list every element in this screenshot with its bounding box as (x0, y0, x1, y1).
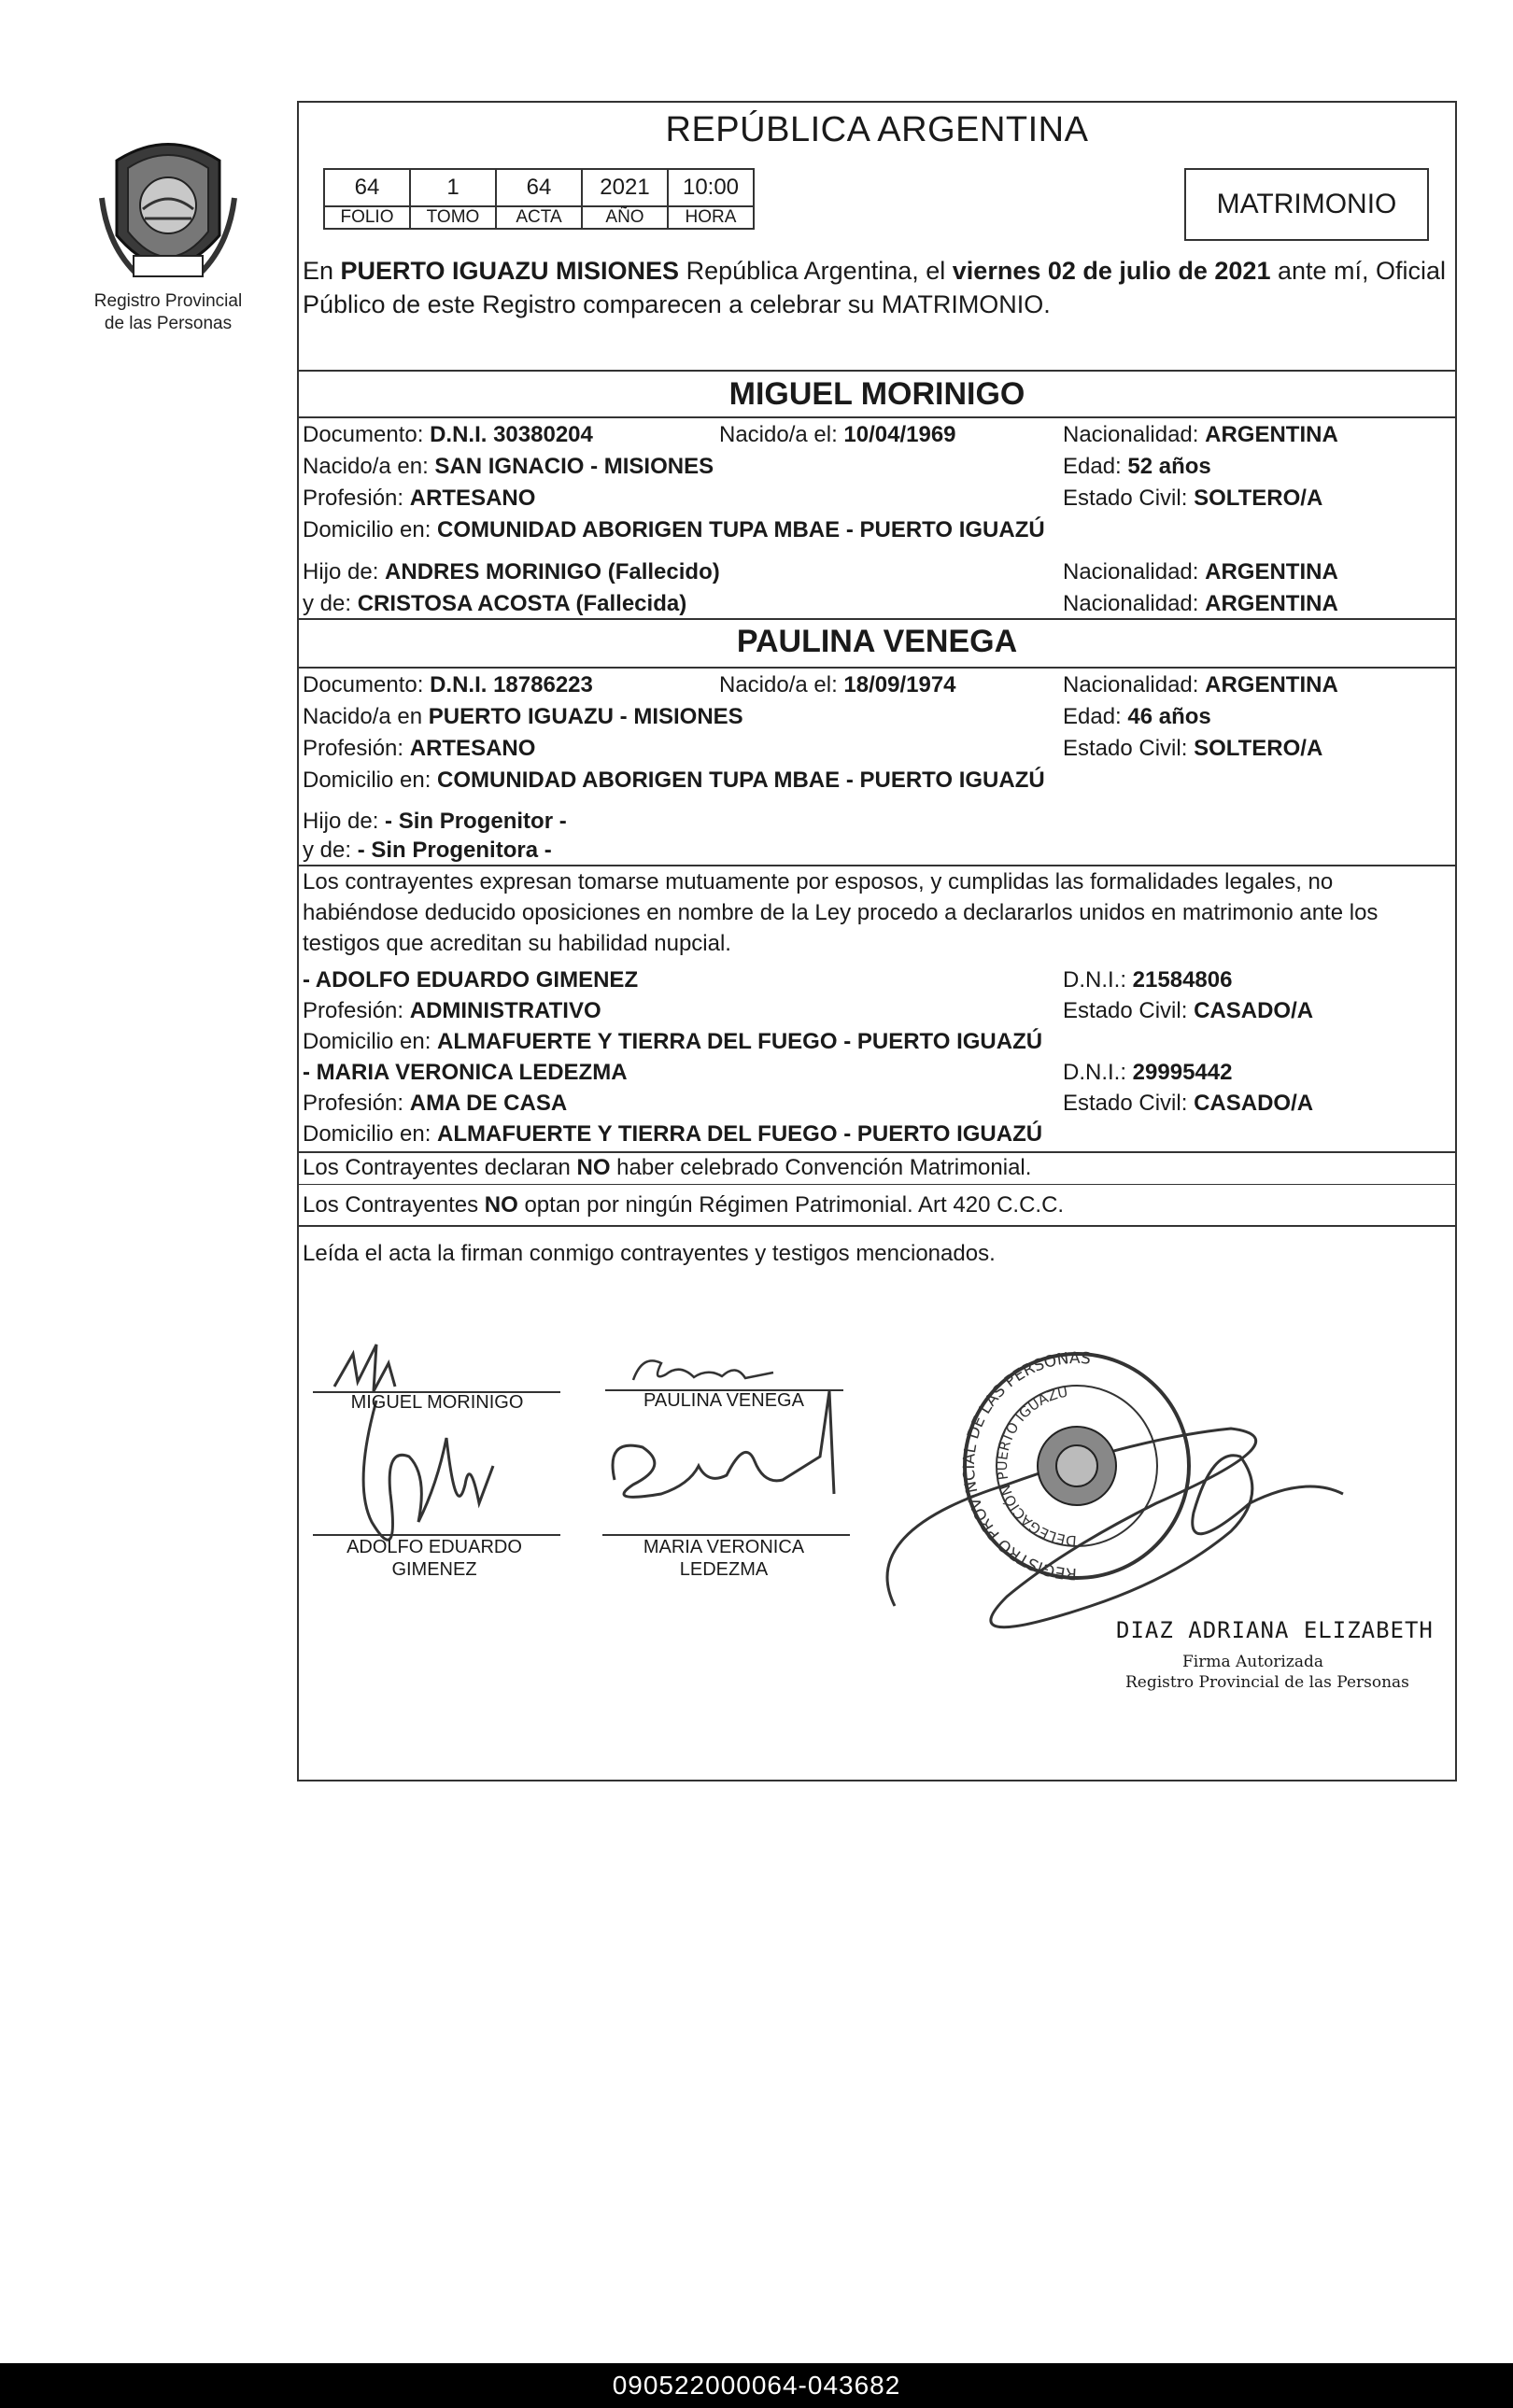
spouse1-birthplace: Nacido/a en: SAN IGNACIO - MISIONES (303, 454, 714, 479)
witness1-domicile: Domicilio en: ALMAFUERTE Y TIERRA DEL FUEGO - PUERTO IGUAZÚ (303, 1029, 1043, 1054)
folio-label: FOLIO (324, 206, 410, 229)
officer-office: Registro Provincial de las Personas (1125, 1673, 1409, 1692)
witness2-name: - MARIA VERONICA LEDEZMA (303, 1060, 628, 1085)
witness2-profession: Profesión: AMA DE CASA (303, 1091, 568, 1116)
spouse1-mother-nationality: Nacionalidad: ARGENTINA (1063, 591, 1338, 616)
signature-mark (363, 1401, 493, 1540)
spouse1-profession: Profesión: ARTESANO (303, 486, 536, 511)
spouse2-father: Hijo de: - Sin Progenitor - (303, 809, 567, 834)
witness2-domicile: Domicilio en: ALMAFUERTE Y TIERRA DEL FUEGO - PUERTO IGUAZÚ (303, 1121, 1043, 1147)
divider (297, 1184, 1457, 1185)
declaration-paragraph: Los contrayentes expresan tomarse mutuamente por esposos, y cumplidas las formalidades legales, no habiéndose deducido oposiciones en nombre de la Ley procedo a declararlos unidos en matrimonio ante los testigos que acreditan su habilidad nupcial. (303, 869, 1379, 956)
witness1-name: - ADOLFO EDUARDO GIMENEZ (303, 967, 639, 993)
spouse1-document: Documento: D.N.I. 30380204 (303, 422, 593, 447)
misiones-seal-icon (98, 133, 238, 289)
convention-statement: Los Contrayentes declaran NO haber celebrado Convención Matrimonial. (303, 1155, 1032, 1180)
stamp-inner-text: DELEGACIÓN PUERTO IGUAZU (994, 1383, 1078, 1550)
intro-paragraph: En PUERTO IGUAZU MISIONES República Argentina, el viernes 02 de julio de 2021 ante mí, Oficial Público de este Registro comparecen a celebrar su MATRIMONIO. (303, 257, 1447, 318)
spouse1-age: Edad: 52 años (1063, 454, 1211, 479)
divider (297, 416, 1457, 418)
signature-mark (633, 1360, 773, 1380)
spouse2-birthdate: Nacido/a el: 18/09/1974 (719, 672, 956, 697)
spouse1-father-nationality: Nacionalidad: ARGENTINA (1063, 559, 1338, 584)
divider (297, 1225, 1457, 1227)
spouse2-age: Edad: 46 años (1063, 704, 1211, 729)
spouse2-mother: y de: - Sin Progenitora - (303, 838, 552, 863)
witness2-civil-status: Estado Civil: CASADO/A (1063, 1091, 1314, 1116)
tomo-label: TOMO (410, 206, 496, 229)
witness2-dni: D.N.I.: 29995442 (1063, 1060, 1233, 1085)
spouse2-civil-status: Estado Civil: SOLTERO/A (1063, 736, 1323, 761)
footer-code: 090522000064-043682 (0, 2363, 1513, 2408)
divider (297, 370, 1457, 372)
logo-caption-line2: de las Personas (104, 314, 233, 333)
divider (297, 618, 1457, 620)
signature-label-miguel: MIGUEL MORINIGO (350, 1392, 524, 1413)
year-value: 2021 (582, 169, 668, 206)
spouse1-name: MIGUEL MORINIGO (728, 376, 1025, 412)
spouse2-domicile: Domicilio en: COMUNIDAD ABORIGEN TUPA MBAE - PUERTO IGUAZÚ (303, 767, 1045, 793)
spouse2-profession: Profesión: ARTESANO (303, 736, 536, 761)
act-type-box: MATRIMONIO (1184, 168, 1429, 241)
intro-date: viernes 02 de julio de 2021 (952, 257, 1271, 285)
hour-value: 10:00 (668, 169, 754, 206)
officer-title: Firma Autorizada (1182, 1653, 1323, 1671)
registry-logo (89, 133, 247, 347)
tomo-value: 1 (410, 169, 496, 206)
spouse1-father: Hijo de: ANDRES MORINIGO (Fallecido) (303, 559, 720, 584)
spouse2-birthplace: Nacido/a en PUERTO IGUAZU - MISIONES (303, 704, 743, 729)
spouse2-name: PAULINA VENEGA (736, 624, 1018, 659)
witness1-profession: Profesión: ADMINISTRATIVO (303, 998, 601, 1023)
spouse2-nationality: Nacionalidad: ARGENTINA (1063, 672, 1338, 697)
signature-label-maria-1: MARIA VERONICA (643, 1537, 805, 1557)
acta-value: 64 (496, 169, 582, 206)
spouse1-nationality: Nacionalidad: ARGENTINA (1063, 422, 1338, 447)
signature-label-paulina: PAULINA VENEGA (643, 1390, 804, 1411)
spouse1-domicile: Domicilio en: COMUNIDAD ABORIGEN TUPA MBAE - PUERTO IGUAZÚ (303, 517, 1045, 542)
closing-statement: Leída el acta la firman conmigo contrayentes y testigos mencionados. (303, 1241, 996, 1266)
country-title: REPÚBLICA ARGENTINA (665, 110, 1089, 149)
spouse1-mother: y de: CRISTOSA ACOSTA (Fallecida) (303, 591, 687, 616)
acta-label: ACTA (496, 206, 582, 229)
spouse2-document: Documento: D.N.I. 18786223 (303, 672, 593, 697)
signature-label-maria-2: LEDEZMA (679, 1559, 769, 1580)
registry-table (323, 168, 755, 230)
officer-name: DIAZ ADRIANA ELIZABETH (1116, 1617, 1434, 1643)
witness1-dni: D.N.I.: 21584806 (1063, 967, 1233, 993)
spouse1-civil-status: Estado Civil: SOLTERO/A (1063, 486, 1323, 511)
regime-statement: Los Contrayentes NO optan por ningún Régimen Patrimonial. Art 420 C.C.C. (303, 1192, 1065, 1218)
signature-label-adolfo-2: GIMENEZ (391, 1559, 477, 1580)
divider (297, 1151, 1457, 1153)
signature-mark (334, 1345, 395, 1391)
folio-value: 64 (324, 169, 410, 206)
intro-place: PUERTO IGUAZU MISIONES (340, 257, 680, 285)
official-stamp (960, 1349, 1189, 1583)
witness1-civil-status: Estado Civil: CASADO/A (1063, 998, 1314, 1023)
divider (297, 667, 1457, 669)
hour-label: HORA (668, 206, 754, 229)
stamp-outer-text: REGISTRO PROVINCIAL DE LAS PERSONAS (959, 1348, 1092, 1584)
spouse1-birthdate: Nacido/a el: 10/04/1969 (719, 422, 956, 447)
year-label: AÑO (582, 206, 668, 229)
signature-label-adolfo-1: ADOLFO EDUARDO (346, 1537, 522, 1557)
logo-caption-line1: Registro Provincial (93, 291, 243, 311)
